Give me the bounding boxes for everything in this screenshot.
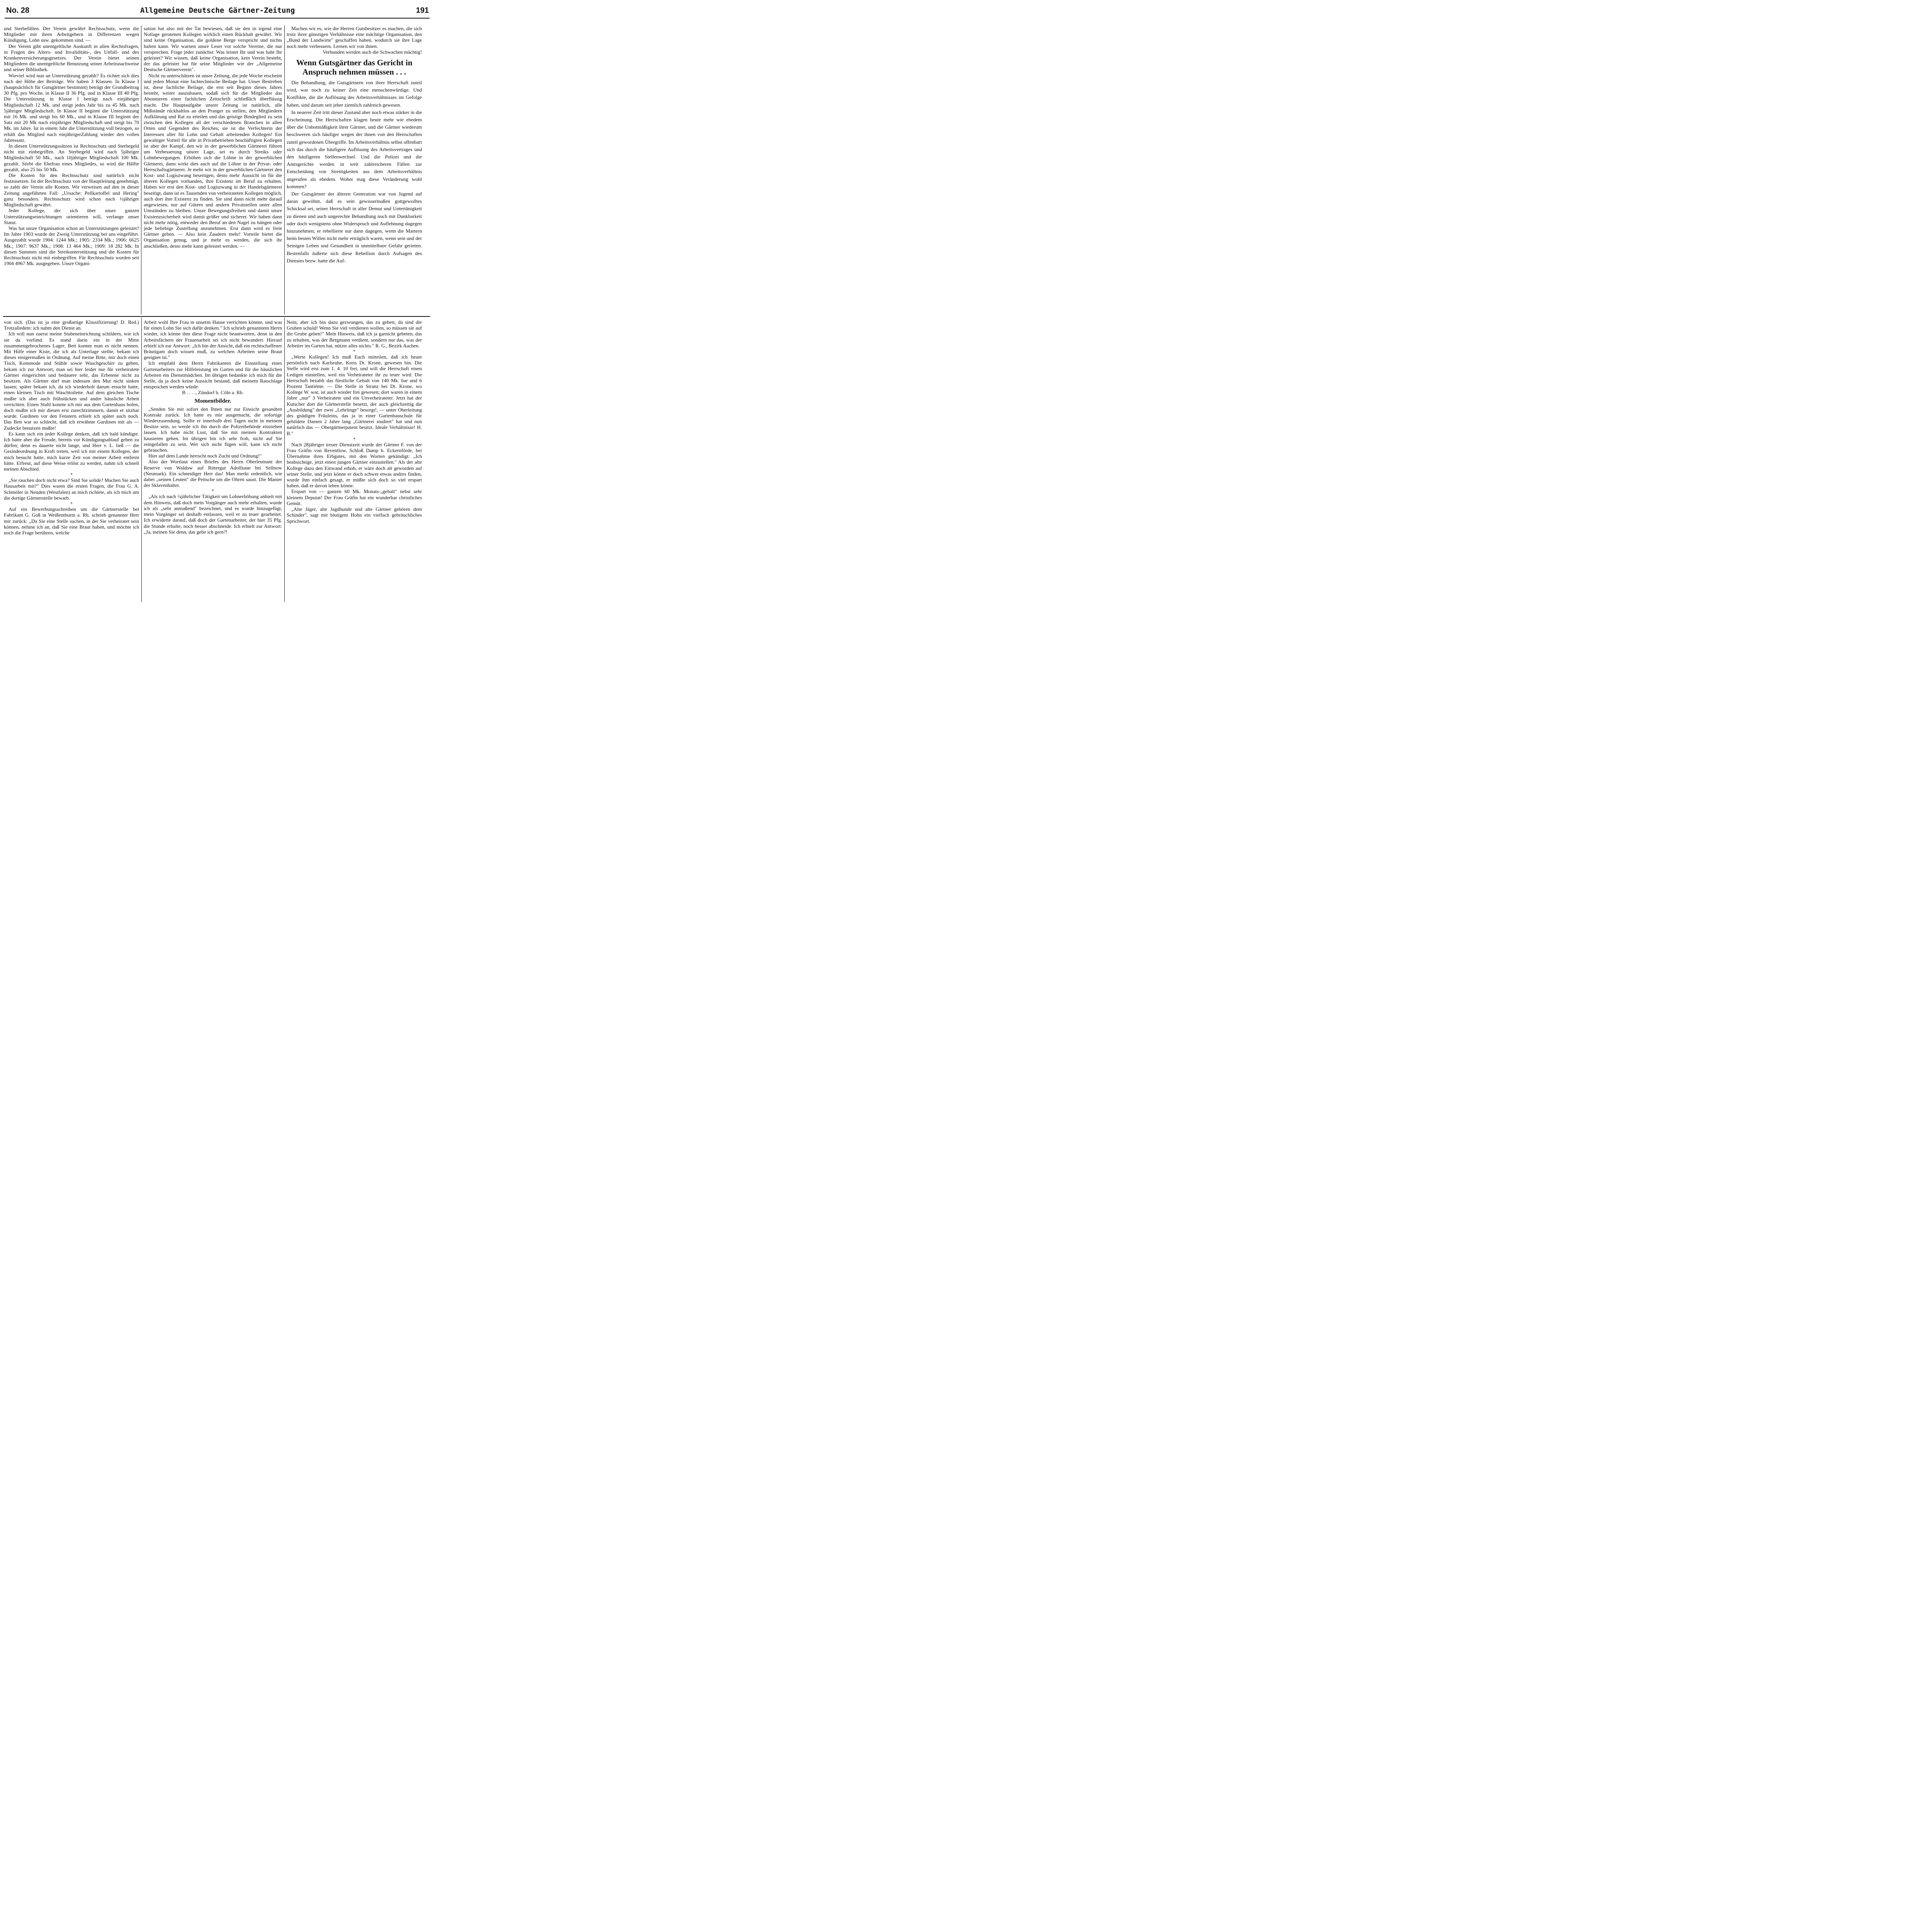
newspaper-title: Allgemeine Deutsche Gärtner-Zeitung [140, 6, 295, 15]
bottom-column-divider-2 [284, 318, 285, 602]
paragraph: Die Kosten für den Rechtsschutz sind natürlich nicht festzusetzen. Ist der Rechtsschutz von der Hauptleitung genehmigt, so zahlt der Verein alle Kosten. Wir verweisen auf den in dieser Zeitung angeführten Fall: „Ursache: Pellkartoffel und Hering" ganz besonders. Rechtsschutz wird schon nach ½jähriger Mitgliedschaft gewährt. [4, 172, 139, 208]
paragraph: „Alte Jäger, alte Jagdhunde und alte Gärtner gehören dem Schinder", sagt mit blutigem Hohn ein vielfach gebräuchliches Sprichwort. [287, 506, 422, 524]
header-rule [5, 18, 430, 19]
signature: B . . . ., Zündorf b. Cöln a. Rh. [182, 389, 244, 396]
paragraph: Jeder Kollege, der sich über unsre ganzen Unterstützungseinrichtungen orientieren will, verlange unser Statut. [4, 207, 139, 225]
bottom-column-2 [144, 319, 282, 603]
paragraph: Was hat unsre Organisation schon an Unterstützungen geleistet? Im Jahre 1903 wurde der Zweig Unterstützung bei uns eingeführt. Ausgezahlt wurde 1904: 1244 Mk.; 1905: 2334 Mk.; 1906: 6625 Mk.; 1907: 9637 Mk.; 1908: 13 464 Mk.; 1909: 18 282 Mk. In diesen Summen sind die Streikunterstützung und die Kosten für Rechtsschutz nicht mit einbegriffen. Für Rechtsschutz wurden seit 1904 4967 Mk. ausgegeben. Unsre Organi- [4, 225, 139, 267]
article-headline: Wenn Gutsgärtner das Gericht in Anspruch nehmen müssen . . . [296, 58, 413, 77]
bottom-column-divider-1 [141, 318, 142, 602]
paragraph: In neuerer Zeit tritt dieser Zustand aber noch etwas stärker in die Erscheinung. Die Herrschaften klagen heute mehr wie ehedem über die Unbotmäßigkeit ihrer Gärtner, und die Gärtner wiederum beschweren sich häufiger wegen der ihnen von den Herrschaften zuteil gewordenen Übergriffe. Im Arbeitsverhältnis selbst offenbart sich das durch die häufigere Auflösung des Arbeitsvertrages und den häufigeren Stellenwechsel. Und die Polizei und die Amtsgerichte werden in weit zahlreicheren Fällen zur Entscheidung von Streitigkeiten aus dem Arbeitsverhältnis angerufen als ehedem. Woher mag diese Veränderung wohl kommen? [287, 109, 422, 189]
paragraph: „Sie rauchen doch nicht etwa? Sind Sie solide? Machen Sie auch Hausarbeit mit?" Dies waren die ersten Fragen, die Frau G. A. Schmöler in Neuden (Westfalen) an mich richtete, als ich mich um die dortige Gärtnerstelle bewarb. [4, 477, 139, 501]
paragraph: Der Gutsgärtner der älteren Generation war von Jugend auf daran gewöhnt, daß es sein gewissermaßen gottgewolltes Schicksal sei, seiner Herrschaft in aller Demut und Untertänigkeit zu dienen und auch ungerechte Behandlung noch mit Dankbarkeit oder doch wenigstens ohne Widerspruch und Auflehnung dagegen hinzunehmen; er rebellierte nur dann dagegen, wenn die Martern beim besten Willen nicht mehr erträglich waren, wenn sein und der Seinigen Leben und Gesundheit in unmittelbare Gefahr gerieten. Bestenfalls äußerte sich diese Rebellion durch Aufsagen des Dienstes bezw. hatte die Auf- [287, 191, 422, 264]
top-column-3 [287, 26, 422, 315]
paragraph: Ich empfahl dem Herrn Fabrikanten die Einstellung eines Gartenarbeiters zur Hilfeleistung im Garten und für die häuslichen Arbeiten ein Dienstmädchen. Im übrigen bedankte ich mich für die Stelle, da ja doch keine Aussicht bestand, daß meinem Ratschlage entsprochen werden würde. [144, 360, 282, 390]
top-column-divider-2 [284, 26, 285, 315]
top-column-2 [144, 26, 282, 315]
paragraph: „Werte Kollegen! Ich muß Euch mitteilen, daß ich heute persönlich nach Karlsruhe, Kreis Dt. Krone, gewesen bin. Die Stelle wird erst zum 1. 4. 10 frei, und will die Herrschaft einen Ledigen einstellen, weil ein Verheirateter ihr zu teuer wird. Die Herrschaft bezahlt das fürstliche Gehalt von 140 Mk. bar und 6 Prozent Tantième. — Die Stelle in Stranz bei Dt. Krone, wo Kollege W. war, ist auch wieder frei gewesen; dort waren in einem Jahre „nur" 3 Verheiratete und ein Unverheirateter. Jetzt hat der Kutscher dort die Gärtnerstelle besetzt, der auch gleichzeitig die „Ausbildung" der zwei „Lehrlinge" besorgt!, — unter Oberleitung des gnädigen Fräuleins, das ja in einer Gartenbauschule für gebildete Damen 2 Jahre lang „Gärtnerei studiert" hat und nun natürlich das — Obergärtnerpatent besitzt. Ideale Verhältnisse! H. B." [287, 354, 422, 436]
paragraph: In diesen Unterstützungssätzen ist Rechtsschutz und Sterbegeld nicht mit einbegriffen. An Sterbegeld wird nach 5jähriger Mitgliedschaft 50 Mk., nach 10jähriger Mitgliedschaft 100 Mk. gezahlt. Stirbt die Ehefrau eines Mitgliedes, so wird die Hälfte gezahlt, also 25 bis 50 Mk. [4, 143, 139, 172]
bottom-column-1 [4, 319, 139, 603]
paragraph: Also der Wortlaut eines Briefes des Herrn Oberleutnant der Reserve von Waldow auf Rittergut Adolfsaue bei Sellnow (Neumark). Ein schneidiger Herr das! Man merkt ordentlich, wie dabei „seinen Leuten" die Peitsche um die Ohren saust. Die Manier der Sklavenhalter. [144, 459, 282, 488]
paragraph: Hier auf dem Lande herrscht noch Zucht und Ordnung!" [148, 453, 262, 459]
section-asterisk: * [70, 472, 73, 478]
paragraph: Erspart von — ganzen 60 Mk. Monats-„gehalt" nebst sehr kleinem Deputat! Der Frau Gräfin hat ein wunderbar christliches Gemüt. [287, 488, 422, 506]
paragraph: von sich. (Das ist ja eine großartige Klassifizierung! D. Red.) Trotzalledem: ich nahm den Dienst an. [4, 319, 139, 331]
paragraph: Wieviel wird nun an Unterstützung gezahlt? Es richtet sich dies nach der Höhe der Beiträge. Wir haben 3 Klassen. In Klasse I (hauptsächlich für Gutsgärtner bestimmt) beträgt der Grundbeitrag 30 Pfg. pro Woche, in Klasse II 36 Pfg. und in Klasse III 40 Pfg. Die Unterstützung in Klasse I beträgt nach einjähriger Mitgliedschaft 12 Mk. und steigt jedes Jahr bis zu 45 Mk. nach 5jähriger Mitgliedschaft. In Klasse II beginnt die Unterstützung mit 16 Mk. und steigt bis 60 Mk., und in Klasse III beginnt der Satz mit 20 Mk nach einjähriger Mitgliedschaft und steigt bis 70 Mk. im Jahre. Ist in einem Jahr die Unterstützung voll bezogen, so erhält das Mitglied nach einjährigerZahlung wieder den vollen Jahressatz. [4, 72, 139, 143]
paragraph: Machen wir es, wie die Herren Gutsbesitzer es machen, die sich trotz ihrer günstigen Verhältnisse eine mächtige Organisation, den „Bund der Landwirte" geschaffen haben, wodurch sie ihre Lage noch mehr verbessern. Lernen wir von ihnen. [287, 26, 422, 49]
section-asterisk: * [353, 349, 355, 354]
section-asterisk: * [212, 488, 214, 494]
section-heading-momentbilder: Momentbilder. [194, 398, 231, 404]
paragraph: Verbunden werden auch die Schwachen mächtig! [323, 49, 422, 55]
paragraph: Der Verein gibt unentgeltliche Auskunft in allen Rechtsfragen, in Fragen des Alters- und Invaliditäts-, des Unfall- und des Krankenversicherungsgesetzes. Der Verein bietet seinen Mitgliedern die unentgeltliche Benutzung seiner Arbeitsnachweise und seiner Bibliothek. [4, 43, 139, 73]
paragraph: sation hat also mit der Tat bewiesen, daß sie den in irgend eine Notlage geratenen Kollegen wirklich einen Rückhalt gewährt. Wir sind keine Organisation, die goldene Berge verspricht und nichts halten kann. Wir warnen unsre Leser vor solche Vereine, die nur versprechen. Frage jeder zunächst: Was leistet Ihr und was habt Ihr geleistet? Wir wissen, daß keine Organisation, kein Verein besteht, der das geleistet hat für seine Mitglieder wie der „Allgemeine Deutsche Gärtnerverein". [144, 26, 282, 73]
top-column-1 [4, 26, 139, 315]
paragraph: Die Behandlung, die Gutsgärtnern von ihrer Herrschaft zuteil wird, war noch zu keiner Zeit eine menschenwürdige. Und Konflikte, die die Auflösung des Arbeitsverhältnisses im Gefolge haben, sind darum seit jeher ziemlich zahlreich gewesen. [287, 80, 422, 108]
bottom-column-3 [287, 319, 422, 603]
paragraph: Arbeit wohl Ihre Frau in unserm Hause verrichten könnte, und was für einen Lohn Sie sich dafür denken." Ich schrieb genanntem Herrn wieder, ich könne ihm diese Frage nicht beantworten, denn in den Arbeitsfächern der Frauenarbeit sei ich nicht bewandert. Hierauf erhielt ich zur Antwort: „Ich bin der Ansicht, daß ein rechtschaffener Bräutigam doch wissen muß, zu welchen Arbeiten seine Braut geeignet ist." [144, 319, 282, 361]
page-number: 191 [416, 6, 429, 15]
page-header [6, 5, 429, 17]
paragraph: „Als ich nach ¼jährlicher Tätigkeit um Lohnerhöhung anhielt mit dem Hinweis, daß doch mein Vorgänger auch mehr erhalten, wurde ich als „sehr anmaßend" bezeichnet, und es wurde hinzugefügt, mein Vorgänger sei deshalb entlassen, weil er zu teuer gearbeitet. Ich erwiderte darauf, daß doch der Gartenarbeiter, der hier 35 Pfg. die Stunde erhalte, noch besser abschneide. Ich erhielt zur Antwort: „Ja, meinen Sie denn, das gebe ich gern?! [144, 493, 282, 535]
paragraph: und Sterbefällen. Der Verein gewährt Rechtsschutz, wenn die Mitglieder mit ihren Arbeitgebern in Differenzen wegen Kündigung, Lohn usw. gekommen sind. — [4, 26, 139, 43]
paragraph: „Senden Sie mir sofort den Ihnen nur zur Einsicht gesandten Kontrakt zurück. Ich hatte es mir ausgemacht, die sofortige Wiederzusendung. Sollte er innerhalb drei Tagen nicht in meinem Besitze sein, so werde ich ihn durch die Polizeibehörde einziehen lassen. Ich habe nicht Lust, daß Sie mit meinen Kontrakten hausieren gehen. Im übrigen bin ich sehr froh, nicht auf Sie reingefallen zu sein. Wer sich nicht fügen will, kann ich nicht gebrauchen. [144, 406, 282, 453]
section-asterisk: * [70, 501, 73, 507]
section-divider [3, 316, 430, 317]
section-asterisk: * [353, 436, 355, 442]
paragraph: Ich will nun zuerst meine Stubeneinrichtung schildern, wie ich sie da vorfand. Es stand darin ein in der Mitte zusammengebrochenes Lager; Bett konnte man es nicht nennen. Mit Hilfe einer Kiste, die ich als Unterlage stellte, bekam ich dieses einigermaßen in Ordnung. Auf meine Bitte, mir doch einen Tisch, Kommode und Stühle sowie Waschgeschirr zu geben, bekam ich zur Antwort, man sei hier leider nur für verheiratete Gärtner eingerichtet und bedauere sehr, das Erbetene nicht zu besitzen. Als Gärtner darf man indessen den Mut nicht sinken lassen; später bekam ich, da ich wiederholt darum ersucht hatte, einen kleinen Tisch mit Waschtoilette. Auf dem gleichen Tische mußte ich aber auch frühstücken und andre häusliche Arbeit verrichten. Einen Stuhl konnte ich mir aus dem Gartenhaus holen, doch mußte ich mir diesen erst zurechtzimmern, damit er sitzbar wurde. Gardinen vor den Fenstern erhielt ich später auch noch. Das Bett war so schlecht, daß ich erwähnte Gardinen mit als — Zudecke benutzen mußte! [4, 331, 139, 431]
paragraph: Nicht zu unterschätzen ist unsre Zeitung, die jede Woche erscheint und jeden Monat eine fachtechnische Beilage hat. Unser Bestreben ist, diese fachliche Beilage, die erst seit Beginn dieses Jahres besteht, weiter auszubauen, sodaß sich für die Mitglieder das Abonnieren einer fachlichen Zeitschrift schließlich überflüssig macht. Die Hauptaufgabe unsrer Zeitung ist natürlich, alle Mißstände rückhaltlos an den Pranger zu stellen, den Mitgliedern Aufklärung und Rat zu erteilen und das geistige Bindeglied zu sein zwischen den Kollegen all der verschiedenen Branchen in allen Orten und Gegenden des Reiches; sie ist die Verfechterin der Interessen aller für Lohn und Gehalt arbeitenden Kollegen! Ein gewaltiger Vorteil für alle in Privatbetrieben beschäftigten Kollegen ist aber der Kampf, den wir in der gewerblichen Gärtnerei führen um Verbesserung unsrer Lage, sei es durch Streiks oder Lohnbewegungen. Erhöhen sich die Löhne in der gewerblichen Gärtnerei, dann wirkt dies auch auf die Löhne in der Privat- oder Herrschaftsgärtnerei. Je mehr wir in der gewerblichen Gärtnerei den Kost- und Logiszwang beseitigen, desto mehr Aussicht ist für die älteren Kollegen vorhanden, ihre Existenz im Beruf zu erhalten. Haben wir erst den Kost- und Logiszwang in der Handelsgärtnerei beseitigt, dann ist es Tausenden von verheirateten Kollegen möglich, auch dort ihre Existenz zu finden. Sie sind dann nicht mehr darauf angewiesen, nur auf Gütern und andern Privatstellen unter allen Umständen zu bleiben. Unsre Bewegungsfreiheit und damit unsre Existenzsicherheit wird damit größer und sicherer. Wir haben dann nicht mehr nötig, entweder den Beruf an den Nagel zu hängen oder jede beliebige Zustellung anzunehmen. Erst dann wird es freie Gärtner geben. — Also kein Zaudern mehr! Vorteile bietet die Organisation genug, und je mehr es werden, die sich ihr anschließen, desto mehr kann geleistet werden. — [144, 72, 282, 249]
paragraph: Nein; aber ich bin dazu gezwungen, das zu geben; da sind die Gruben schuld! Wenn Sie viel verdienen wollen, so müssen sie auf die Grube gehen!" Mein Hinweis, daß ich ja garnicht gebeten, das zu erhalten, was der Bergmann verdient, sondern nur das, was der Arbeiter im Garten hat, nützte alles nichts." R. G., Bezirk Aachen. [287, 319, 422, 349]
issue-number: No. 28 [6, 6, 30, 15]
paragraph: Auf ein Bewerbungsschreiben um die Gärtnerstelle bei Fabrikant G. Goß in Weißenthurm a. Rh. schrieb genannter Herr mir zurück: „Da Sie eine Stelle suchen, in der Sie verheiratet sein können, nehme ich an, daß Sie eine Braut haben, und möchte ich noch die Frage berühren, welche [4, 506, 139, 536]
paragraph: Nach 28jähriger treuer Dienstzeit wurde der Gärtner F. von der Frau Gräfin von Reventlow, Schloß Damp b. Eckernförde, bei Übernahme ihres Erbgutes, mit den Worten gekündigt: „Ich beabsichtige, jetzt einen jungen Gärtner einzustellen." Als der alte Kollege dazu den Einwand erhob, er wäre doch alt geworden auf seiner Stelle, und jetzt könne er doch schwer etwas andres finden, wurde ihm einfach gesagt, er müßte sich doch so viel erspart haben, daß er davon leben könne. [287, 441, 422, 489]
paragraph: Es kann sich ein jeder Kollege denken, daß ich bald kündigte. Ich hatte aber die Freude, bereits vor Kündigungsablauf gehen zu dürfen; denn es dauerte nicht lange, und Herr v. L. ließ — die Gesindeordnung in Kraft treten, weil ich mit einem Kollegen, der mich besucht hatte, mich kurze Zeit von meiner Arbeit entfernt hätte. Erfreut, auf diese Weise erlöst zu werden, nahm ich schnell meinen Abschied. [4, 430, 139, 472]
